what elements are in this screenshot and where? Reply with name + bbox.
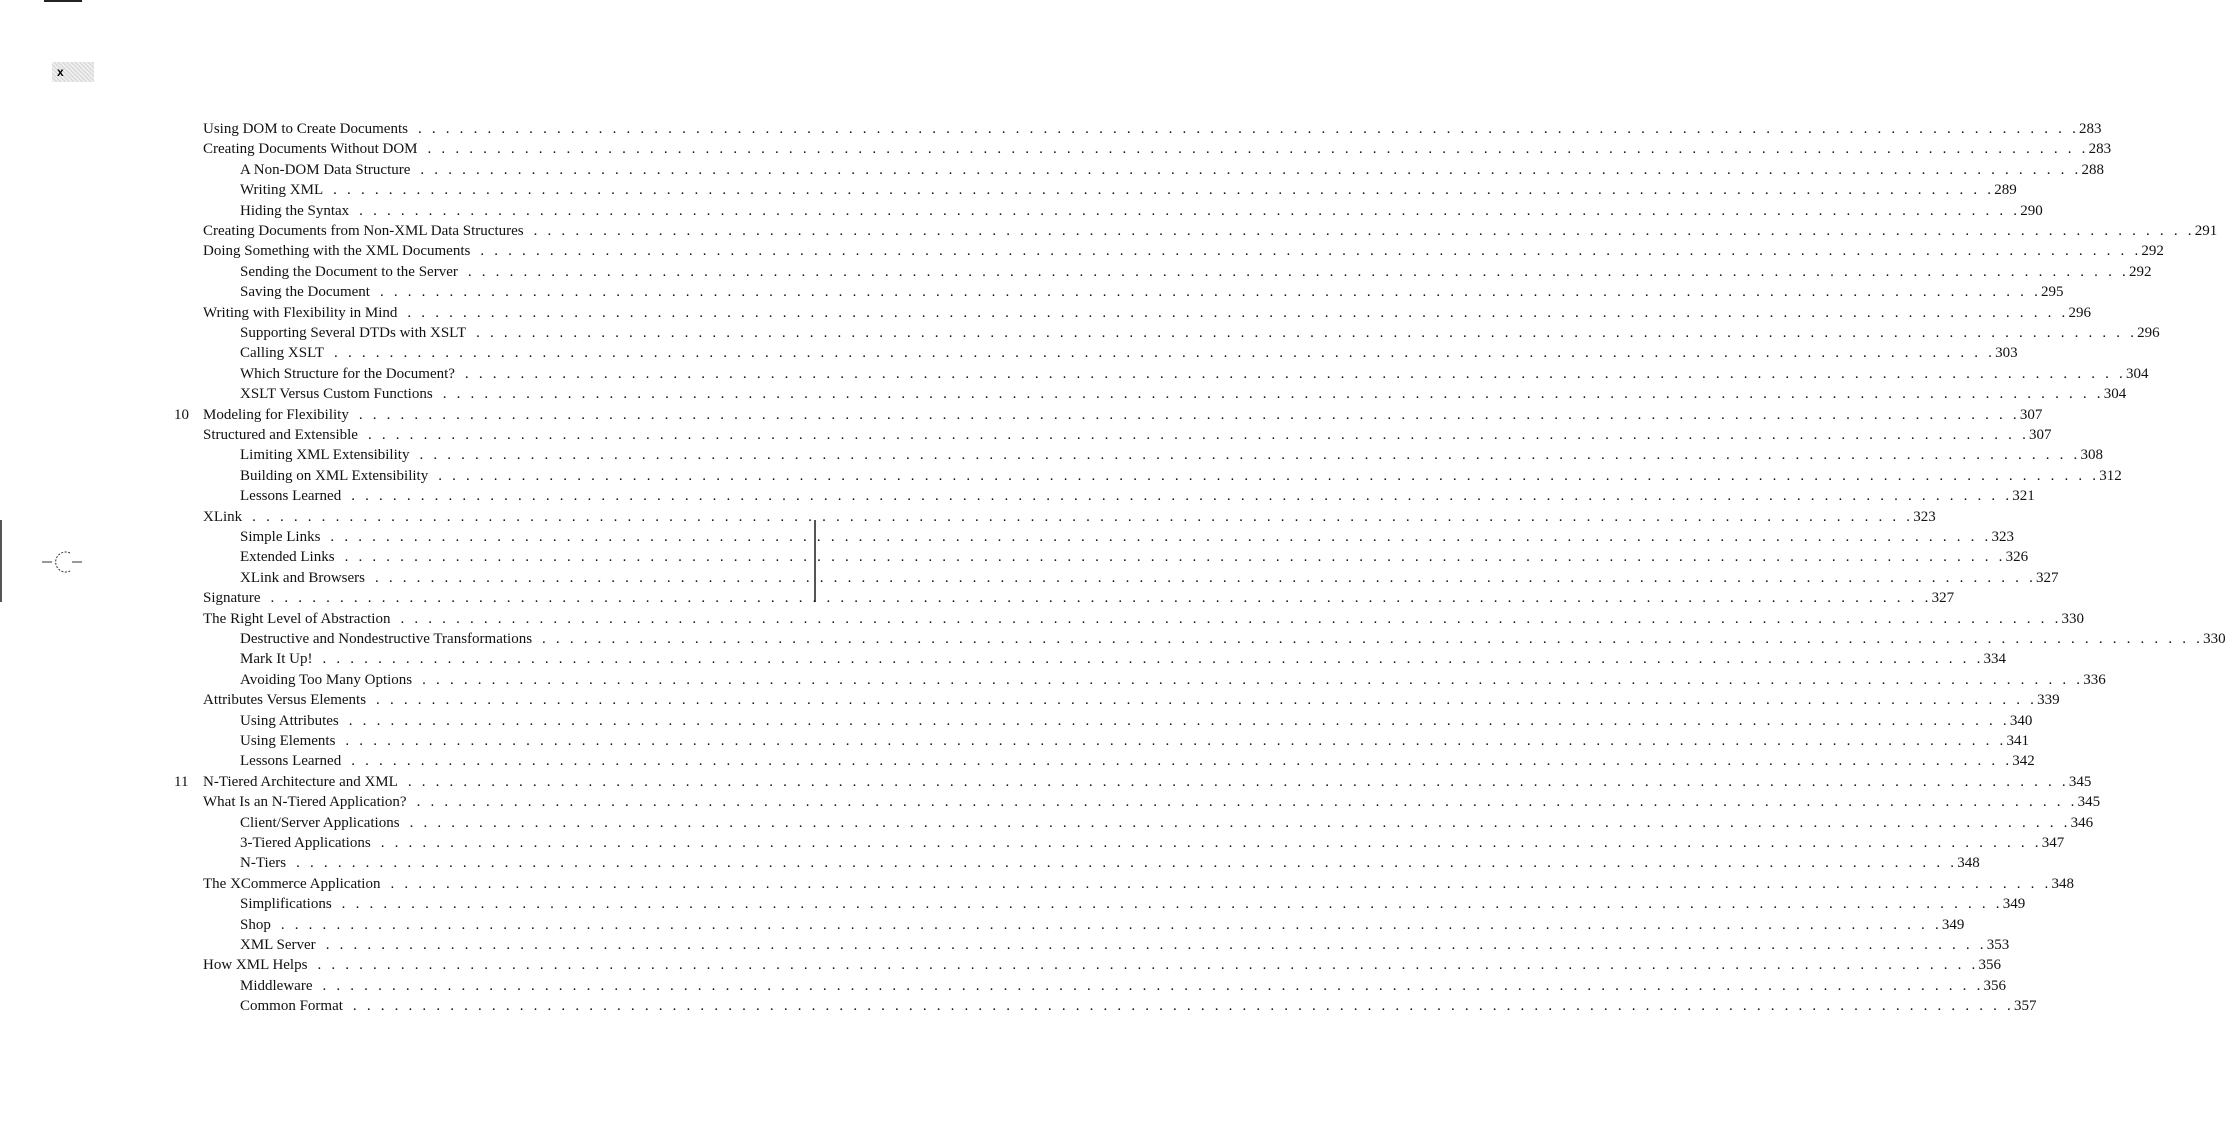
toc-page-number: 283 — [2088, 141, 2112, 158]
toc-entry-line — [240, 751, 2035, 771]
toc-entry[interactable] — [0, 364, 2149, 384]
toc-page-number: 347 — [2041, 835, 2065, 851]
dot-leader: . . . . . . . . . . . . . . . . . . . . . . . . . . . . . . . . . . . . . . . . . . . . . . . . . . . . . . . . . . . . . . . . . . . . . . . . . . . . . . . . . . . . . . . . . . . . . . . . . . . . . . . . . . . . . . . . . . . . . . . . — [464, 365, 2126, 382]
toc-entry[interactable] — [0, 894, 2026, 914]
toc-entry-line — [240, 894, 2026, 914]
toc-entry-line — [240, 731, 2029, 751]
toc-entry-line — [203, 507, 1936, 527]
dot-leader: . . . . . . . . . . . . . . . . . . . . . . . . . . . . . . . . . . . . . . . . . . . . . . . . . . . . . . . . . . . . . . . . . . . . . . . . . . . . . . . . . . . . . . . . . . . . . . . . . . . . . . . . . . . . . . . . . . . . . . . . — [420, 161, 2082, 178]
toc-entry-line — [240, 445, 2104, 465]
toc-page-number: 307 — [2019, 406, 2043, 423]
dot-leader: . . . . . . . . . . . . . . . . . . . . . . . . . . . . . . . . . . . . . . . . . . . . . . . . . . . . . . . . . . . . . . . . . . . . . . . . . . . . . . . . . . . . . . . . . . . . . . . . . . . . . . . . . . . . . . . . . . . . . . . . — [325, 937, 1987, 953]
dot-leader: . . . . . . . . . . . . . . . . . . . . . . . . . . . . . . . . . . . . . . . . . . . . . . . . . . . . . . . . . . . . . . . . . . . . . . . . . . . . . . . . . . . . . . . . . . . . . . . . . . . . . . . . . . . . . . . . . . . . . . . . — [407, 773, 2069, 790]
toc-entry-line — [203, 139, 2112, 159]
toc-entry[interactable] — [0, 139, 2112, 159]
toc-entry-line — [240, 996, 2037, 1016]
toc-entry[interactable] — [0, 527, 2014, 547]
toc-entry-line — [203, 221, 2218, 241]
toc-entry[interactable] — [0, 119, 2102, 139]
toc-entry-title: XSLT Versus Custom Functions — [240, 386, 433, 403]
toc-entry[interactable] — [0, 915, 1965, 935]
dot-leader: . . . . . . . . . . . . . . . . . . . . . . . . . . . . . . . . . . . . . . . . . . . . . . . . . . . . . . . . . . . . . . . . . . . . . . . . . . . . . . . . . . . . . . . . . . . . . . . . . . . . . . . . . . . . . . . . . . . . . . . . — [351, 753, 2013, 770]
toc-page-number: 295 — [2041, 284, 2064, 301]
dot-leader: . . . . . . . . . . . . . . . . . . . . . . . . . . . . . . . . . . . . . . . . . . . . . . . . . . . . . . . . . . . . . . . . . . . . . . . . . . . . . . . . . . . . . . . . . . . . . . . . . . . . . . . . . . . . . . . . . . . . . . . . — [400, 610, 2062, 627]
toc-entry[interactable] — [0, 282, 2064, 302]
toc-entry-line — [240, 629, 2226, 649]
toc-page-number: 288 — [2081, 161, 2104, 178]
toc-entry[interactable] — [0, 303, 2091, 323]
toc-entry[interactable] — [0, 751, 2035, 771]
page-number: x — [57, 65, 64, 79]
toc-entry-line — [203, 955, 2001, 975]
toc-entry-title: XML Server — [240, 937, 316, 953]
dot-leader: . . . . . . . . . . . . . . . . . . . . . . . . . . . . . . . . . . . . . . . . . . . . . . . . . . . . . . . . . . . . . . . . . . . . . . . . . . . . . . . . . . . . . . . . . . . . . . . . . . . . . . . . . . . . . . . . . . . . . . . . — [344, 549, 2006, 566]
toc-page-number: 296 — [2068, 304, 2091, 321]
toc-entry-title: Shop — [240, 916, 271, 933]
toc-entry-title: XLink — [203, 508, 243, 525]
toc-page-number: 345 — [2068, 773, 2092, 790]
toc-page-number: 330 — [2203, 631, 2226, 647]
toc-entry-line — [203, 405, 2043, 425]
toc-page-number: 336 — [2083, 671, 2106, 688]
toc-page-number: 292 — [2128, 263, 2152, 280]
toc-entry-title: How XML Helps — [203, 957, 308, 974]
toc-entry[interactable] — [0, 405, 2043, 425]
toc-entry-title: What Is an N-Tiered Application? — [203, 794, 407, 811]
toc-entry[interactable] — [0, 486, 2035, 506]
toc-entry-title: Sending the Document to the Server — [240, 263, 458, 280]
dot-leader: . . . . . . . . . . . . . . . . . . . . . . . . . . . . . . . . . . . . . . . . . . . . . . . . . . . . . . . . . . . . . . . . . . . . . . . . . . . . . . . . . . . . . . . . . . . . . . . . . . . . . . . . . . . . . . . . . . . . . . . . — [467, 263, 2129, 280]
toc-entry-title: Signature — [203, 590, 261, 607]
dot-leader: . . . . . . . . . . . . . . . . . . . . . . . . . . . . . . . . . . . . . . . . . . . . . . . . . . . . . . . . . . . . . . . . . . . . . . . . . . . . . . . . . . . . . . . . . . . . . . . . . . . . . . . . . . . . . . . . . . . . . . . . — [352, 998, 2014, 1015]
toc-entry-title: Simplifications — [240, 896, 332, 913]
toc-page-number: 283 — [2079, 121, 2102, 137]
toc-page-number: 289 — [1994, 182, 2017, 199]
toc-entry-line — [240, 486, 2035, 506]
dot-leader: . . . . . . . . . . . . . . . . . . . . . . . . . . . . . . . . . . . . . . . . . . . . . . . . . . . . . . . . . . . . . . . . . . . . . . . . . . . . . . . . . . . . . . . . . . . . . . . . . . . . . . . . . . . . . . . . . . . . . . . . — [438, 467, 2100, 484]
toc-entry[interactable] — [0, 588, 1955, 608]
toc-entry-title: Limiting XML Extensibility — [240, 447, 410, 464]
toc-entry-line — [240, 711, 2033, 731]
toc-entry[interactable] — [0, 629, 2226, 649]
dot-leader: . . . . . . . . . . . . . . . . . . . . . . . . . . . . . . . . . . . . . . . . . . . . . . . . . . . . . . . . . . . . . . . . . . . . . . . . . . . . . . . . . . . . . . . . . . . . . . . . . . . . . . . . . . . . . . . . . . . . . . . . — [270, 590, 1932, 607]
toc-entry-line — [240, 915, 1965, 935]
toc-entry[interactable] — [0, 568, 2059, 588]
toc-entry[interactable] — [0, 833, 2065, 853]
toc-page-number: 334 — [1983, 651, 2007, 668]
dot-leader: . . . . . . . . . . . . . . . . . . . . . . . . . . . . . . . . . . . . . . . . . . . . . . . . . . . . . . . . . . . . . . . . . . . . . . . . . . . . . . . . . . . . . . . . . . . . . . . . . . . . . . . . . . . . . . . . . . . . . . . . — [442, 386, 2104, 403]
toc-entry-title: Middleware — [240, 977, 313, 994]
toc-entry[interactable] — [0, 160, 2104, 180]
toc-entry[interactable] — [0, 262, 2152, 282]
toc-entry-line — [203, 425, 2052, 445]
toc-entry-title: Destructive and Nondestructive Transformations — [240, 631, 533, 647]
toc-entry-title: N-Tiered Architecture and XML — [203, 773, 398, 790]
toc-page-number: 356 — [1983, 977, 2007, 994]
toc-entry[interactable] — [0, 649, 2007, 669]
toc-entry[interactable] — [0, 976, 2007, 996]
toc-page-number: 341 — [2006, 733, 2029, 749]
toc-entry[interactable] — [0, 731, 2029, 751]
toc-entry-title: Using DOM to Create Documents — [203, 121, 408, 137]
toc-page-number: 348 — [1957, 855, 1980, 872]
dot-leader: . . . . . . . . . . . . . . . . . . . . . . . . . . . . . . . . . . . . . . . . . . . . . . . . . . . . . . . . . . . . . . . . . . . . . . . . . . . . . . . . . . . . . . . . . . . . . . . . . . . . . . . . . . . . . . . . . . . . . . . . — [334, 345, 1996, 362]
top-rule — [44, 0, 82, 2]
toc-page-number: 290 — [2020, 202, 2043, 219]
dot-leader: . . . . . . . . . . . . . . . . . . . . . . . . . . . . . . . . . . . . . . . . . . . . . . . . . . . . . . . . . . . . . . . . . . . . . . . . . . . . . . . . . . . . . . . . . . . . . . . . . . . . . . . . . . . . . . . . . . . . . . . . — [359, 202, 2021, 219]
toc-entry[interactable] — [0, 813, 2094, 833]
toc-entry[interactable] — [0, 670, 2106, 690]
dot-leader: . . . . . . . . . . . . . . . . . . . . . . . . . . . . . . . . . . . . . . . . . . . . . . . . . . . . . . . . . . . . . . . . . . . . . . . . . . . . . . . . . . . . . . . . . . . . . . . . . . . . . . . . . . . . . . . . . . . . . . . . — [296, 855, 1958, 872]
toc-entry-line — [240, 262, 2152, 282]
toc-entry-title: Modeling for Flexibility — [203, 406, 349, 423]
toc-entry-line — [240, 527, 2014, 547]
toc-entry[interactable] — [0, 955, 2001, 975]
dot-leader: . . . . . . . . . . . . . . . . . . . . . . . . . . . . . . . . . . . . . . . . . . . . . . . . . . . . . . . . . . . . . . . . . . . . . . . . . . . . . . . . . . . . . . . . . . . . . . . . . . . . . . . . . . . . . . . . . . . . . . . . — [348, 712, 2010, 729]
toc-page-number: 340 — [2009, 712, 2033, 729]
toc-entry-line — [240, 853, 1980, 873]
toc-entry[interactable] — [0, 466, 2122, 486]
toc-entry[interactable] — [0, 241, 2164, 261]
toc-entry[interactable] — [0, 996, 2037, 1016]
dot-leader: . . . . . . . . . . . . . . . . . . . . . . . . . . . . . . . . . . . . . . . . . . . . . . . . . . . . . . . . . . . . . . . . . . . . . . . . . . . . . . . . . . . . . . . . . . . . . . . . . . . . . . . . . . . . . . . . . . . . . . . . — [533, 223, 2195, 239]
toc-entry-title: Supporting Several DTDs with XSLT — [240, 325, 467, 341]
toc-entry-title: Mark It Up! — [240, 651, 313, 668]
dot-leader: . . . . . . . . . . . . . . . . . . . . . . . . . . . . . . . . . . . . . . . . . . . . . . . . . . . . . . . . . . . . . . . . . . . . . . . . . . . . . . . . . . . . . . . . . . . . . . . . . . . . . . . . . . . . . . . . . . . . . . . . — [476, 325, 2138, 341]
page-number-badge — [52, 62, 94, 82]
toc-entry-title: Calling XSLT — [240, 345, 325, 362]
toc-page-number: 321 — [2012, 488, 2035, 505]
toc-entry-line — [203, 874, 2075, 894]
toc-entry-title: Extended Links — [240, 549, 335, 566]
toc-entry-title: XLink and Browsers — [240, 569, 365, 586]
toc-entry-line — [240, 384, 2127, 404]
toc-page-number: 327 — [1931, 590, 1955, 607]
toc-entry-title: Creating Documents Without DOM — [203, 141, 418, 158]
toc-page-number: 327 — [2036, 569, 2059, 586]
toc-entry-line — [240, 833, 2065, 853]
chapter-number: 11 — [174, 773, 189, 790]
toc-entry[interactable] — [0, 792, 2101, 812]
toc-page-number: 303 — [1995, 345, 2018, 362]
toc-entry-line — [240, 813, 2094, 833]
toc-page-number: 296 — [2137, 325, 2160, 341]
toc-page-number: 356 — [1978, 957, 2001, 974]
toc-entry-line — [240, 180, 2017, 200]
dot-leader: . . . . . . . . . . . . . . . . . . . . . . . . . . . . . . . . . . . . . . . . . . . . . . . . . . . . . . . . . . . . . . . . . . . . . . . . . . . . . . . . . . . . . . . . . . . . . . . . . . . . . . . . . . . . . . . . . . . . . . . . — [417, 121, 2080, 137]
dot-leader: . . . . . . . . . . . . . . . . . . . . . . . . . . . . . . . . . . . . . . . . . . . . . . . . . . . . . . . . . . . . . . . . . . . . . . . . . . . . . . . . . . . . . . . . . . . . . . . . . . . . . . . . . . . . . . . . . . . . . . . . — [390, 875, 2052, 892]
toc-entry-line — [240, 649, 2007, 669]
toc-entry-line — [240, 976, 2007, 996]
dot-leader: . . . . . . . . . . . . . . . . . . . . . . . . . . . . . . . . . . . . . . . . . . . . . . . . . . . . . . . . . . . . . . . . . . . . . . . . . . . . . . . . . . . . . . . . . . . . . . . . . . . . . . . . . . . . . . . . . . . . . . . . — [480, 243, 2142, 260]
toc-page-number: 326 — [2005, 549, 2029, 566]
dot-leader: . . . . . . . . . . . . . . . . . . . . . . . . . . . . . . . . . . . . . . . . . . . . . . . . . . . . . . . . . . . . . . . . . . . . . . . . . . . . . . . . . . . . . . . . . . . . . . . . . . . . . . . . . . . . . . . . . . . . . . . . — [341, 896, 2003, 913]
toc-page-number: 323 — [1913, 508, 1936, 525]
toc-entry-title: Structured and Extensible — [203, 427, 358, 443]
toc-entry-title: Which Structure for the Document? — [240, 365, 455, 382]
toc-page-number: 312 — [2099, 467, 2122, 484]
toc-entry-line — [203, 241, 2164, 261]
toc-entry[interactable] — [0, 425, 2052, 445]
dot-leader: . . . . . . . . . . . . . . . . . . . . . . . . . . . . . . . . . . . . . . . . . . . . . . . . . . . . . . . . . . . . . . . . . . . . . . . . . . . . . . . . . . . . . . . . . . . . . . . . . . . . . . . . . . . . . . . . . . . . . . . . — [351, 488, 2013, 505]
toc-entry-title: Avoiding Too Many Options — [240, 671, 413, 688]
toc-entry[interactable] — [0, 935, 2010, 955]
toc-entry-line — [240, 670, 2106, 690]
toc-entry-line — [240, 568, 2059, 588]
toc-page-number: 345 — [2077, 794, 2101, 811]
dot-leader: . . . . . . . . . . . . . . . . . . . . . . . . . . . . . . . . . . . . . . . . . . . . . . . . . . . . . . . . . . . . . . . . . . . . . . . . . . . . . . . . . . . . . . . . . . . . . . . . . . . . . . . . . . . . . . . . . . . . . . . . — [345, 733, 2007, 749]
toc-entry-title: Simple Links — [240, 529, 321, 545]
toc-entry-title: 3-Tiered Applications — [240, 835, 371, 851]
toc-page-number: 353 — [1986, 937, 2010, 953]
toc-entry-line — [240, 466, 2122, 486]
toc-entry-title: Common Format — [240, 998, 343, 1015]
toc-entry-title: The XCommerce Application — [203, 875, 381, 892]
toc-entry-title: Lessons Learned — [240, 753, 342, 770]
toc-entry-line — [203, 609, 2085, 629]
dot-leader: . . . . . . . . . . . . . . . . . . . . . . . . . . . . . . . . . . . . . . . . . . . . . . . . . . . . . . . . . . . . . . . . . . . . . . . . . . . . . . . . . . . . . . . . . . . . . . . . . . . . . . . . . . . . . . . . . . . . . . . . — [416, 794, 2078, 811]
toc-page-number: 307 — [2029, 427, 2052, 443]
toc-entry[interactable] — [0, 853, 1980, 873]
toc-entry-line — [240, 282, 2064, 302]
toc-page-number: 323 — [1991, 529, 2014, 545]
toc-entry[interactable] — [0, 180, 2017, 200]
dot-leader: . . . . . . . . . . . . . . . . . . . . . . . . . . . . . . . . . . . . . . . . . . . . . . . . . . . . . . . . . . . . . . . . . . . . . . . . . . . . . . . . . . . . . . . . . . . . . . . . . . . . . . . . . . . . . . . . . . . . . . . . — [427, 141, 2089, 158]
toc-entry-title: Client/Server Applications — [240, 814, 400, 831]
toc-entry-title: Creating Documents from Non-XML Data Structures — [203, 223, 524, 239]
chapter-number: 10 — [174, 406, 189, 423]
toc-entry-line — [240, 160, 2104, 180]
toc-entry-line — [203, 772, 2092, 792]
toc-entry[interactable] — [0, 874, 2075, 894]
toc-page-number: 339 — [2037, 692, 2060, 709]
toc-entry[interactable] — [0, 507, 1936, 527]
dot-leader: . . . . . . . . . . . . . . . . . . . . . . . . . . . . . . . . . . . . . . . . . . . . . . . . . . . . . . . . . . . . . . . . . . . . . . . . . . . . . . . . . . . . . . . . . . . . . . . . . . . . . . . . . . . . . . . . . . . . . . . . — [322, 651, 1984, 668]
toc-page-number: 348 — [2051, 875, 2075, 892]
dot-leader: . . . . . . . . . . . . . . . . . . . . . . . . . . . . . . . . . . . . . . . . . . . . . . . . . . . . . . . . . . . . . . . . . . . . . . . . . . . . . . . . . . . . . . . . . . . . . . . . . . . . . . . . . . . . . . . . . . . . . . . . — [317, 957, 1979, 974]
toc-page-number: 357 — [2013, 998, 2037, 1015]
toc-page-number: 292 — [2141, 243, 2164, 260]
toc-entry[interactable] — [0, 201, 2043, 221]
toc-page-number: 304 — [2125, 365, 2149, 382]
toc-entry-line — [240, 343, 2018, 363]
toc-page-number: 349 — [1941, 916, 1965, 933]
dot-leader: . . . . . . . . . . . . . . . . . . . . . . . . . . . . . . . . . . . . . . . . . . . . . . . . . . . . . . . . . . . . . . . . . . . . . . . . . . . . . . . . . . . . . . . . . . . . . . . . . . . . . . . . . . . . . . . . . . . . . . . . — [367, 427, 2030, 443]
dot-leader: . . . . . . . . . . . . . . . . . . . . . . . . . . . . . . . . . . . . . . . . . . . . . . . . . . . . . . . . . . . . . . . . . . . . . . . . . . . . . . . . . . . . . . . . . . . . . . . . . . . . . . . . . . . . . . . . . . . . . . . . — [422, 671, 2084, 688]
toc-entry-line — [203, 792, 2101, 812]
toc-entry-line — [240, 547, 2029, 567]
toc-entry-title: Hiding the Syntax — [240, 202, 350, 219]
dot-leader: . . . . . . . . . . . . . . . . . . . . . . . . . . . . . . . . . . . . . . . . . . . . . . . . . . . . . . . . . . . . . . . . . . . . . . . . . . . . . . . . . . . . . . . . . . . . . . . . . . . . . . . . . . . . . . . . . . . . . . . . — [379, 284, 2042, 301]
dot-leader: . . . . . . . . . . . . . . . . . . . . . . . . . . . . . . . . . . . . . . . . . . . . . . . . . . . . . . . . . . . . . . . . . . . . . . . . . . . . . . . . . . . . . . . . . . . . . . . . . . . . . . . . . . . . . . . . . . . . . . . . — [252, 508, 1914, 525]
toc-page-number: 291 — [2194, 223, 2218, 239]
toc-entry[interactable] — [0, 221, 2218, 241]
toc-page-number: 349 — [2002, 896, 2026, 913]
toc-entry-title: Using Elements — [240, 733, 336, 749]
dot-leader: . . . . . . . . . . . . . . . . . . . . . . . . . . . . . . . . . . . . . . . . . . . . . . . . . . . . . . . . . . . . . . . . . . . . . . . . . . . . . . . . . . . . . . . . . . . . . . . . . . . . . . . . . . . . . . . . . . . . . . . . — [419, 447, 2081, 464]
dot-leader: . . . . . . . . . . . . . . . . . . . . . . . . . . . . . . . . . . . . . . . . . . . . . . . . . . . . . . . . . . . . . . . . . . . . . . . . . . . . . . . . . . . . . . . . . . . . . . . . . . . . . . . . . . . . . . . . . . . . . . . . — [322, 977, 1984, 994]
toc-entry[interactable] — [0, 690, 2060, 710]
toc-entry[interactable] — [0, 343, 2018, 363]
toc-entry-line — [203, 303, 2091, 323]
dot-leader: . . . . . . . . . . . . . . . . . . . . . . . . . . . . . . . . . . . . . . . . . . . . . . . . . . . . . . . . . . . . . . . . . . . . . . . . . . . . . . . . . . . . . . . . . . . . . . . . . . . . . . . . . . . . . . . . . . . . . . . . — [376, 692, 2038, 709]
toc-entry[interactable] — [0, 772, 2092, 792]
toc-entry-title: Using Attributes — [240, 712, 339, 729]
toc-entry[interactable] — [0, 384, 2127, 404]
toc-entry-line — [240, 364, 2149, 384]
toc-entry-title: Attributes Versus Elements — [203, 692, 367, 709]
dot-leader: . . . . . . . . . . . . . . . . . . . . . . . . . . . . . . . . . . . . . . . . . . . . . . . . . . . . . . . . . . . . . . . . . . . . . . . . . . . . . . . . . . . . . . . . . . . . . . . . . . . . . . . . . . . . . . . . . . . . . . . . — [380, 835, 2042, 851]
toc-entry[interactable] — [0, 323, 2160, 343]
toc-entry-title: A Non-DOM Data Structure — [240, 161, 411, 178]
toc-entry-title: Building on XML Extensibility — [240, 467, 429, 484]
toc-entry[interactable] — [0, 711, 2033, 731]
toc-entry-title: Lessons Learned — [240, 488, 342, 505]
toc-page-number: 330 — [2061, 610, 2085, 627]
toc-entry[interactable] — [0, 445, 2104, 465]
toc-entry-line — [240, 935, 2010, 955]
toc-entry-line — [203, 690, 2060, 710]
toc-entry-title: Writing XML — [240, 182, 324, 199]
toc-page-number: 342 — [2012, 753, 2035, 770]
toc-page-number: 304 — [2103, 386, 2127, 403]
toc-entry-line — [203, 588, 1955, 608]
dot-leader: . . . . . . . . . . . . . . . . . . . . . . . . . . . . . . . . . . . . . . . . . . . . . . . . . . . . . . . . . . . . . . . . . . . . . . . . . . . . . . . . . . . . . . . . . . . . . . . . . . . . . . . . . . . . . . . . . . . . . . . . — [280, 916, 1942, 933]
toc-entry-line — [203, 119, 2102, 139]
dot-leader: . . . . . . . . . . . . . . . . . . . . . . . . . . . . . . . . . . . . . . . . . . . . . . . . . . . . . . . . . . . . . . . . . . . . . . . . . . . . . . . . . . . . . . . . . . . . . . . . . . . . . . . . . . . . . . . . . . . . . . . . — [333, 182, 1995, 199]
dot-leader: . . . . . . . . . . . . . . . . . . . . . . . . . . . . . . . . . . . . . . . . . . . . . . . . . . . . . . . . . . . . . . . . . . . . . . . . . . . . . . . . . . . . . . . . . . . . . . . . . . . . . . . . . . . . . . . . . . . . . . . . — [330, 529, 1992, 545]
toc-page-number: 346 — [2070, 814, 2094, 831]
dot-leader: . . . . . . . . . . . . . . . . . . . . . . . . . . . . . . . . . . . . . . . . . . . . . . . . . . . . . . . . . . . . . . . . . . . . . . . . . . . . . . . . . . . . . . . . . . . . . . . . . . . . . . . . . . . . . . . . . . . . . . . . — [374, 569, 2037, 586]
dot-leader: . . . . . . . . . . . . . . . . . . . . . . . . . . . . . . . . . . . . . . . . . . . . . . . . . . . . . . . . . . . . . . . . . . . . . . . . . . . . . . . . . . . . . . . . . . . . . . . . . . . . . . . . . . . . . . . . . . . . . . . . — [542, 631, 2204, 647]
toc-page-number: 308 — [2080, 447, 2104, 464]
toc-entry-title: The Right Level of Abstraction — [203, 610, 391, 627]
toc-entry-title: Doing Something with the XML Documents — [203, 243, 471, 260]
dot-leader: . . . . . . . . . . . . . . . . . . . . . . . . . . . . . . . . . . . . . . . . . . . . . . . . . . . . . . . . . . . . . . . . . . . . . . . . . . . . . . . . . . . . . . . . . . . . . . . . . . . . . . . . . . . . . . . . . . . . . . . . — [358, 406, 2020, 423]
toc-entry-title: N-Tiers — [240, 855, 287, 872]
toc-entry-title: Writing with Flexibility in Mind — [203, 304, 398, 321]
toc-entry[interactable] — [0, 547, 2029, 567]
toc-entry-line — [240, 201, 2043, 221]
dot-leader: . . . . . . . . . . . . . . . . . . . . . . . . . . . . . . . . . . . . . . . . . . . . . . . . . . . . . . . . . . . . . . . . . . . . . . . . . . . . . . . . . . . . . . . . . . . . . . . . . . . . . . . . . . . . . . . . . . . . . . . . — [409, 814, 2071, 831]
toc-entry-line — [240, 323, 2160, 343]
toc-entry-title: Saving the Document — [240, 284, 370, 301]
toc-entry[interactable] — [0, 609, 2085, 629]
dot-leader: . . . . . . . . . . . . . . . . . . . . . . . . . . . . . . . . . . . . . . . . . . . . . . . . . . . . . . . . . . . . . . . . . . . . . . . . . . . . . . . . . . . . . . . . . . . . . . . . . . . . . . . . . . . . . . . . . . . . . . . . — [407, 304, 2069, 321]
